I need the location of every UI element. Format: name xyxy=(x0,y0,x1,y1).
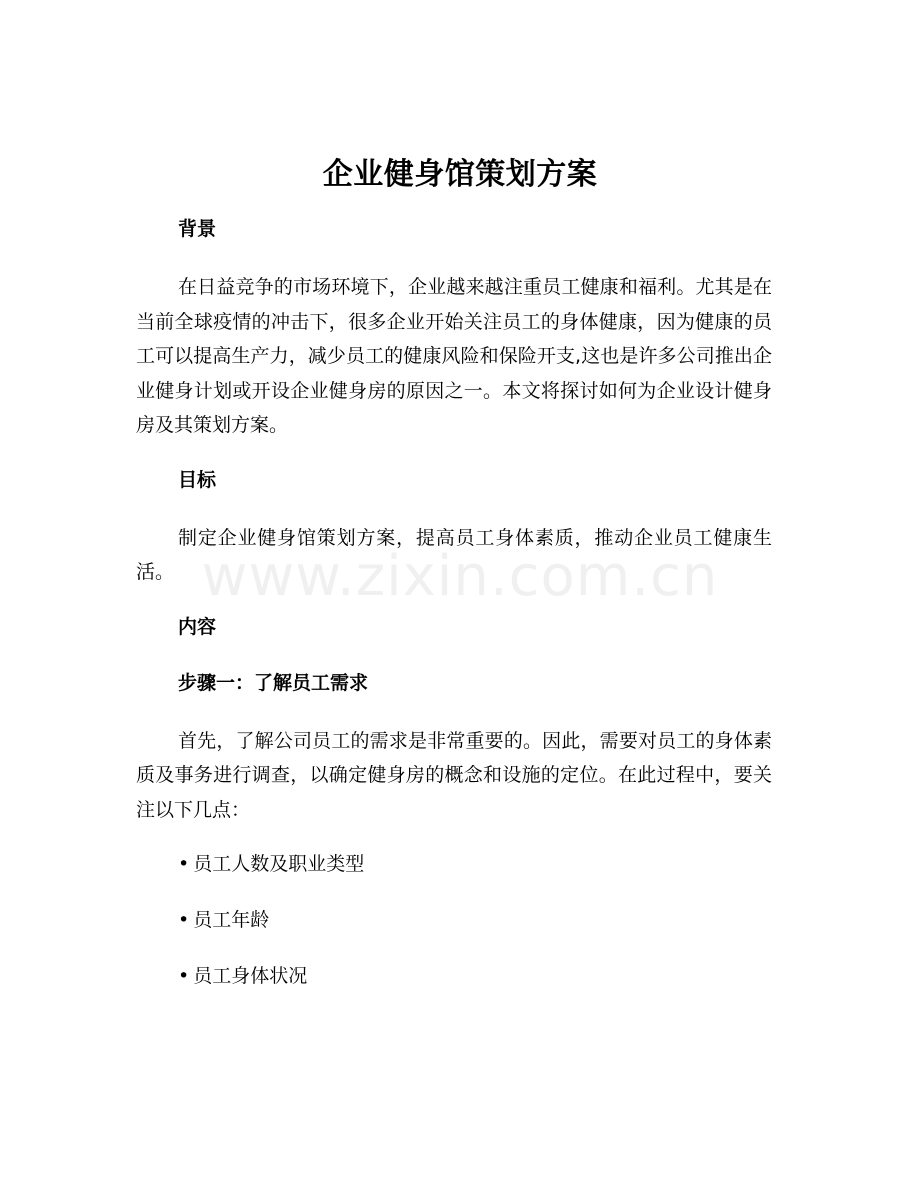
list-item-text: 员工人数及职业类型 xyxy=(193,853,365,875)
list-item-text: 员工身体状况 xyxy=(193,965,308,987)
section-heading-background: 背景 xyxy=(178,218,217,240)
step1-paragraph: 首先，了解公司员工的需求是非常重要的。因此，需要对员工的身体素质及事务进行调查，以确定健身房的概念和设施的定位。在此过程中，要关注以下几点： xyxy=(136,729,772,821)
list-item xyxy=(136,961,772,991)
list-item xyxy=(136,905,772,935)
document-title: 企业健身馆策划方案 xyxy=(322,157,598,192)
bullet-icon: • xyxy=(178,909,190,931)
goal-paragraph: 制定企业健身馆策划方案，提高员工身体素质，推动企业员工健康生活。 xyxy=(136,526,772,583)
list-item xyxy=(136,849,772,879)
section-heading-goal: 目标 xyxy=(178,468,217,491)
list-item-text: 员工年龄 xyxy=(193,909,270,931)
bullet-icon: • xyxy=(178,965,190,987)
background-paragraph: 在日益竞争的市场环境下，企业越来越注重员工健康和福利。尤其是在当前全球疫情的冲击下，很多企业开始关注员工的身体健康，因为健康的员工可以提高生产力，减少员工的健康风险和保险开支,这也是许多公司推出企业健身计划或开设企业健身房的原因之一。本文将探讨如何为企业设计健身房及其策划方案。 xyxy=(136,276,772,436)
bullet-icon: • xyxy=(178,853,190,875)
watermark: www.zixin.com.cn xyxy=(201,544,719,609)
step1-heading: 步骤一：了解员工需求 xyxy=(178,671,369,694)
section-heading-content: 内容 xyxy=(178,615,217,638)
requirements-list xyxy=(136,849,772,991)
document-body xyxy=(136,214,772,1017)
